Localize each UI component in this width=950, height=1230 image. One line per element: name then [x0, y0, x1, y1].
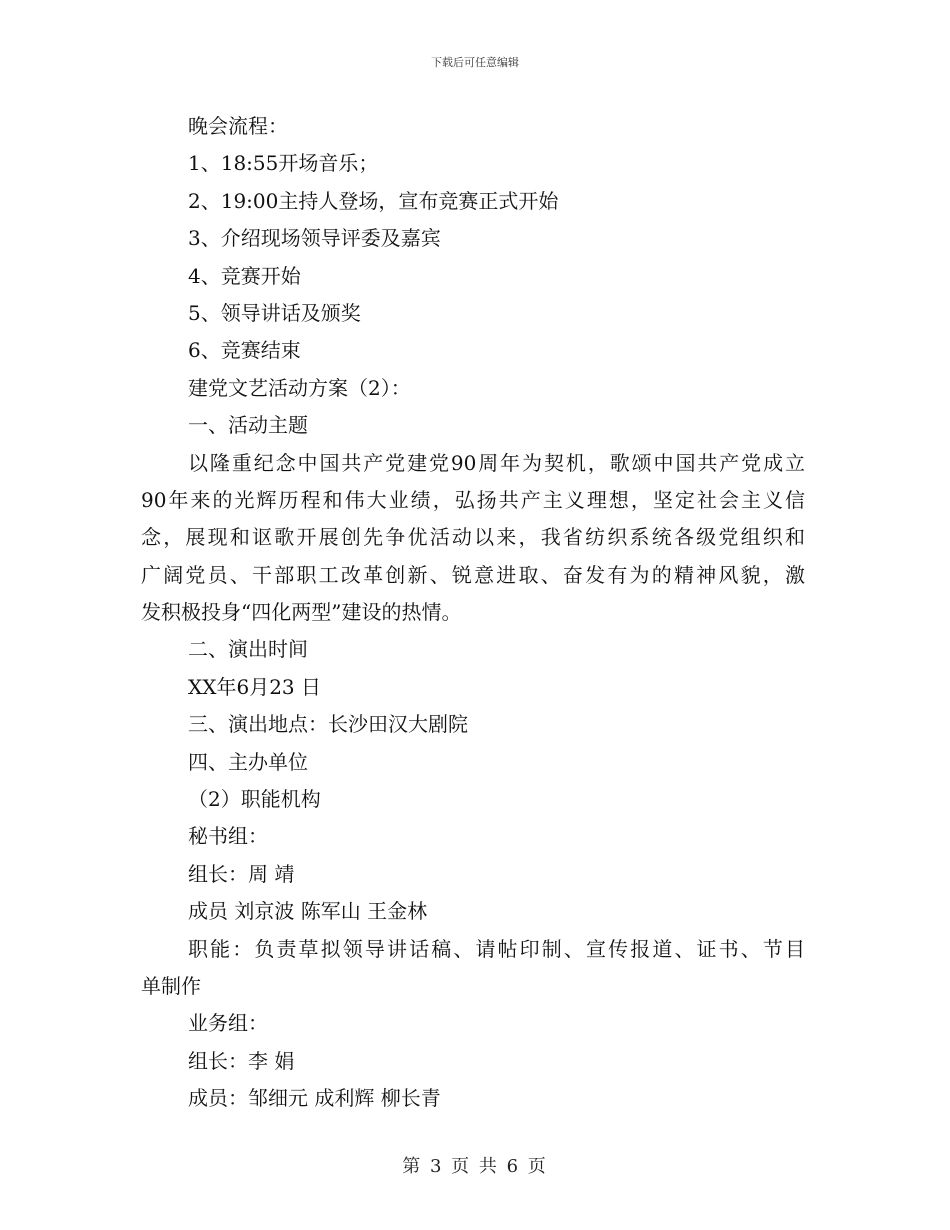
group-duties-line: 职能：负责草拟领导讲话稿、请帖印制、宣传报道、证书、节目 [188, 936, 805, 961]
list-item: 5、领导讲话及颁奖 [188, 300, 361, 325]
group-leader: 组长：周 靖 [188, 861, 295, 886]
section-heading-theme: 一、活动主题 [188, 413, 308, 438]
list-item: 3、介绍现场领导评委及嘉宾 [188, 226, 441, 251]
paragraph-line: 发积极投身“四化两型”建设的热情。 [141, 600, 462, 625]
page-number-footer: 第 3 页 共 6 页 [402, 1156, 548, 1177]
performance-date: XX年6月23 日 [188, 674, 322, 699]
group-title-secretariat: 秘书组： [188, 824, 268, 849]
group-duties-line: 单制作 [141, 973, 201, 998]
list-item: 1、18:55开场音乐； [188, 151, 379, 176]
group-members: 成员：邹细元 成利辉 柳长青 [188, 1086, 441, 1111]
list-item: 4、竞赛开始 [188, 263, 301, 288]
page-header-note: 下载后可任意编辑 [431, 56, 519, 69]
section-heading-program: 晚会流程： [188, 114, 288, 138]
section-heading-organizer: 四、主办单位 [188, 749, 308, 774]
document-body [141, 108, 805, 1118]
list-item: 6、竞赛结束 [188, 338, 301, 363]
section-heading-plan: 建党文艺活动方案（2）： [188, 375, 411, 400]
group-title-business: 业务组： [188, 1011, 268, 1036]
paragraph-line: 广阔党员、干部职工改革创新、锐意进取、奋发有为的精神风貌，激 [141, 562, 805, 587]
section-heading-functions: （2）职能机构 [188, 787, 321, 812]
section-heading-time: 二、演出时间 [188, 637, 308, 662]
section-heading-venue: 三、演出地点：长沙田汉大剧院 [188, 712, 468, 737]
group-leader: 组长：李 娟 [188, 1048, 295, 1073]
paragraph-line: 90年来的光辉历程和伟大业绩，弘扬共产主义理想，坚定社会主义信 [141, 487, 805, 512]
group-members: 成员 刘京波 陈军山 王金林 [188, 899, 428, 924]
paragraph-line: 以隆重纪念中国共产党建党90周年为契机，歌颂中国共产党成立 [188, 450, 805, 475]
list-item: 2、19:00主持人登场，宣布竞赛正式开始 [188, 188, 559, 213]
paragraph-line: 念，展现和讴歌开展创先争优活动以来，我省纺织系统各级党组织和 [141, 525, 805, 550]
